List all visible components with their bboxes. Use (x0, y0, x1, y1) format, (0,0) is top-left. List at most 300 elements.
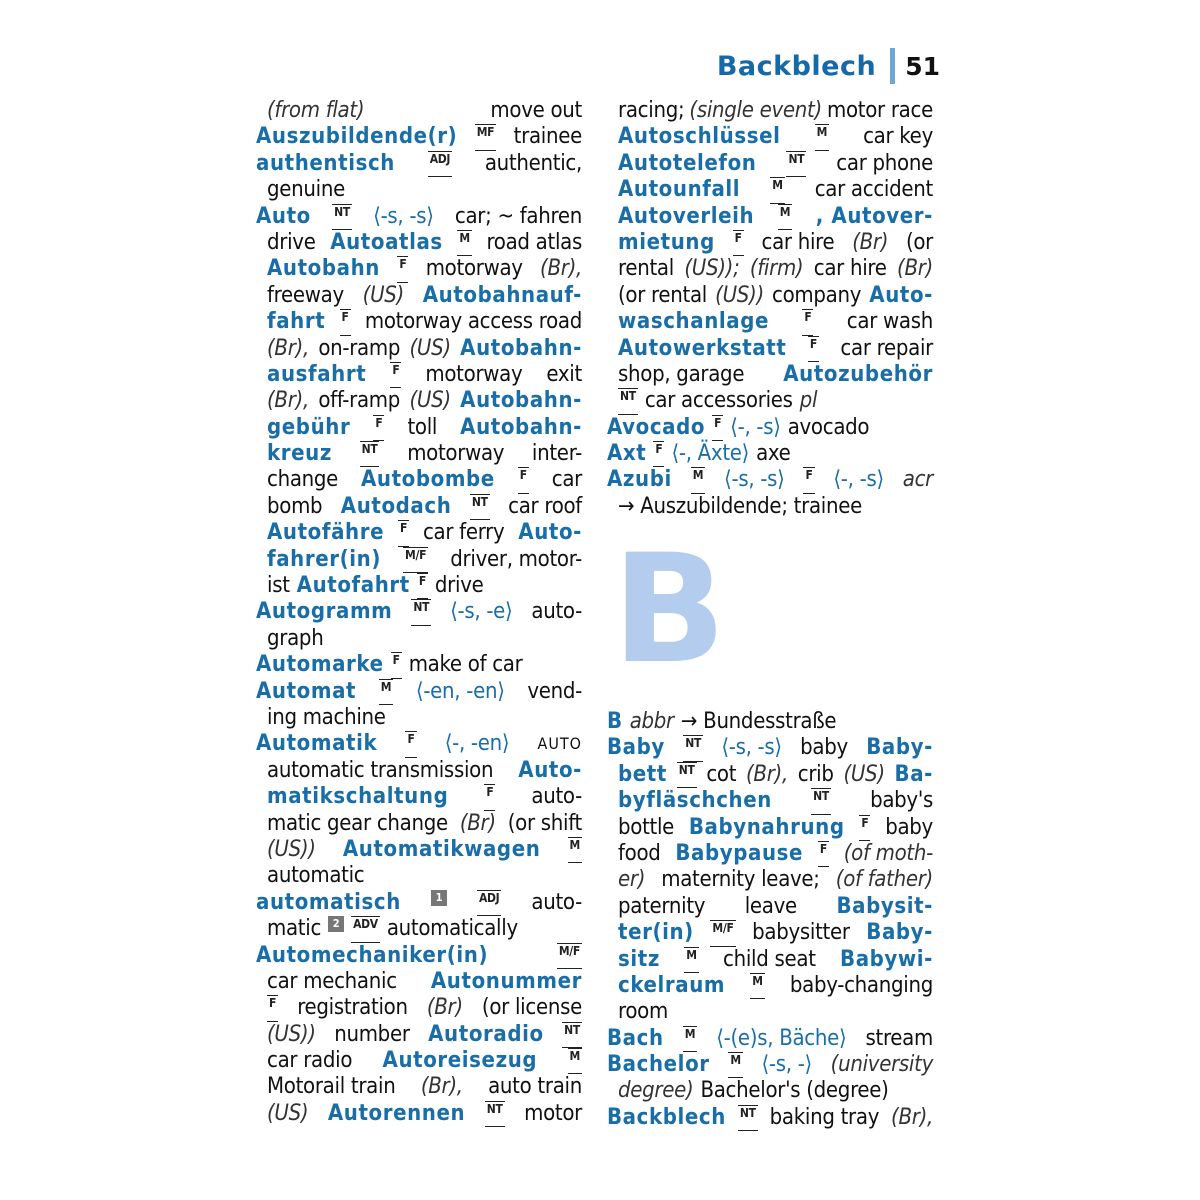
gender-tag: ADJ (477, 890, 501, 916)
gender-tag: M (568, 837, 582, 863)
translation-text: bottle (618, 814, 675, 840)
translation-text: shop, garage (618, 361, 745, 387)
entry-line (256, 494, 582, 520)
running-head: Backblech (716, 50, 877, 82)
entry-line (607, 788, 933, 814)
translation-text: motorway (425, 361, 523, 387)
italic-label: (US)) (267, 1021, 316, 1047)
headword: fahrer(in) (267, 546, 381, 572)
gender-tag: F (802, 309, 813, 335)
translation-text: (or rental (618, 282, 708, 308)
entry-line (256, 1074, 582, 1100)
translation-text: road atlas (486, 229, 582, 255)
grammar-info: ⟨-s, -s⟩ (724, 467, 785, 493)
gender-tag: NT (811, 788, 831, 814)
gender-tag: F (712, 415, 723, 441)
gender-tag: F (390, 362, 401, 388)
translation-text: matic gear change (267, 810, 448, 836)
entry-line (607, 441, 933, 467)
headword: matikschaltung (267, 784, 449, 810)
translation-text: freeway (267, 282, 344, 308)
entry-line (607, 1026, 933, 1052)
entry-line (607, 494, 933, 520)
headword: Autobahn- (460, 388, 582, 414)
gender-tag: MF (475, 124, 497, 150)
translation-text: car accident (814, 177, 933, 203)
translation-text: car key (863, 124, 933, 150)
gender-tag: NT (332, 204, 352, 230)
headword: Autogramm (256, 599, 393, 625)
gender-tag: F (484, 784, 495, 810)
translation-text: trainee (513, 124, 582, 150)
entry-line (256, 863, 582, 889)
entry-line (256, 943, 582, 969)
headword: B (607, 709, 623, 734)
entry-line (256, 547, 582, 573)
italic-label: (of moth- (843, 840, 933, 866)
translation-text: paternity (618, 893, 706, 919)
italic-label: acr (902, 467, 933, 493)
headword: Babynahrung (688, 814, 845, 840)
translation-text: bomb (267, 493, 323, 519)
headword: , Autover- (815, 203, 933, 229)
gender-tag: NT (360, 441, 380, 467)
gender-tag: NT (786, 151, 806, 177)
entry-line (256, 256, 582, 282)
entry-line (607, 415, 933, 441)
translation-text: number (334, 1021, 410, 1047)
headword: Autoradio (428, 1021, 544, 1047)
entry-line (256, 309, 582, 335)
entry-line (607, 920, 933, 946)
italic-label: (US)) (715, 282, 764, 308)
headword: fahrt (267, 309, 326, 335)
entry-line (256, 415, 582, 441)
entry-line (256, 705, 582, 731)
italic-label: pl (799, 388, 818, 414)
translation-text: (or (905, 229, 933, 255)
gender-tag: ADV (351, 916, 380, 942)
translation-text: motor race (826, 98, 933, 123)
italic-label: abbr (629, 709, 674, 734)
translation-text: driver, motor- (450, 546, 582, 572)
entry-line (607, 1078, 933, 1104)
entry-line (256, 467, 582, 493)
entry-line (256, 626, 582, 652)
grammar-info: ⟨-(e)s, Bäche⟩ (716, 1025, 847, 1051)
headword: Autobahn- (460, 335, 582, 361)
headword: kreuz (267, 441, 332, 467)
entry-line (607, 999, 933, 1025)
entry-line (256, 1101, 582, 1127)
entry-line (607, 973, 933, 999)
headword: Baby (607, 735, 665, 761)
headword: authentisch (256, 150, 395, 176)
translation-text: make of car (408, 652, 523, 678)
translation-text: baby-changing (789, 972, 933, 998)
translation-text: rental (618, 256, 674, 282)
gender-tag: M (684, 947, 698, 973)
headword: Autoatlas (330, 229, 443, 255)
entry-line (256, 811, 582, 837)
entry-line (607, 98, 933, 124)
translation-text: car radio (267, 1048, 353, 1074)
gender-tag: M (728, 1052, 742, 1078)
translation-text: car wash (846, 309, 933, 335)
translation-text: auto- (531, 784, 582, 810)
entry-line (607, 947, 933, 973)
translation-text: exit (546, 361, 582, 387)
entry-line (256, 837, 582, 863)
headword: gebühr (267, 414, 351, 440)
entry-line (256, 388, 582, 414)
headword: Automatikwagen (342, 836, 541, 862)
translation-text: car; ~ fahren (454, 203, 582, 229)
entry-line (256, 758, 582, 784)
italic-label: (US)); (684, 256, 740, 282)
headword: Autofähre (267, 520, 385, 546)
headword: Autozubehör (783, 361, 933, 387)
entry-line (607, 467, 933, 493)
headword: sitz (618, 946, 660, 972)
headword: Autotelefon (618, 150, 757, 176)
translation-text: ing machine (267, 704, 386, 730)
translation-text: baking tray (769, 1104, 880, 1130)
entry-line (607, 336, 933, 362)
gender-tag: F (733, 230, 744, 256)
headword: Autobahn- (460, 414, 582, 440)
translation-text: room (618, 999, 668, 1025)
translation-text: leave (744, 893, 797, 919)
headword: waschanlage (618, 309, 770, 335)
translation-text: child seat (723, 946, 816, 972)
grammar-info: ⟨-s, -e⟩ (450, 599, 513, 625)
headword: Auto- (518, 757, 582, 783)
translation-text: auto- (531, 889, 582, 915)
headword: Bachelor (607, 1052, 710, 1078)
translation-text: racing; (618, 98, 685, 123)
headword: ausfahrt (267, 361, 367, 387)
translation-text: off-ramp (318, 388, 401, 414)
gender-tag: F (373, 415, 384, 441)
translation-text: car repair (840, 335, 933, 361)
grammar-info: ⟨-, -s⟩ (730, 414, 781, 440)
headword: Babysit- (836, 893, 933, 919)
italic-label: er) (618, 867, 646, 893)
italic-label: (single event) (689, 98, 822, 123)
headword: Azubi (607, 467, 672, 493)
grammar-info: ⟨-, -s⟩ (833, 467, 884, 493)
gender-tag: F (397, 256, 408, 282)
right-column-top (607, 98, 933, 520)
entry-line (256, 520, 582, 546)
gender-tag: F (405, 731, 416, 757)
gender-tag: F (398, 520, 409, 546)
gender-tag: NT (618, 388, 638, 414)
headword: Auto (256, 203, 311, 229)
gender-tag: F (808, 336, 819, 362)
translation-text: ist (267, 573, 290, 599)
translation-text: authentic, (484, 150, 582, 176)
italic-label: (US) (267, 1100, 309, 1126)
grammar-info: ⟨-, -en⟩ (444, 731, 510, 757)
grammar-info: ⟨-, Äxte⟩ (671, 441, 750, 467)
translation-text: baby (800, 735, 848, 761)
section-letter: B (612, 523, 727, 697)
entry-line (256, 652, 582, 678)
gender-tag: M (683, 1026, 697, 1052)
entry-line (256, 995, 582, 1021)
italic-label: (US) (362, 282, 404, 308)
gender-tag: F (267, 995, 278, 1021)
entry-line (607, 388, 933, 414)
headword: Autofahrt (296, 573, 410, 599)
headword: Autobahnauf- (422, 282, 582, 308)
headword: Autonummer (430, 968, 582, 994)
translation-text: inter- (531, 441, 582, 467)
gender-tag: M (750, 973, 764, 999)
translation-text: auto- (531, 599, 582, 625)
gender-tag: NT (411, 599, 431, 625)
translation-text: car hire (761, 229, 835, 255)
translation-text: toll (407, 414, 438, 440)
italic-label: (Br), (746, 761, 788, 787)
translation-text: motor (524, 1100, 582, 1126)
gender-tag: M/F (403, 547, 428, 573)
headword: Ba- (894, 761, 933, 787)
entry-line (256, 969, 582, 995)
translation-text: automatic transmission (267, 757, 494, 783)
headword: Bach (607, 1025, 664, 1051)
headword: Autowerkstatt (618, 335, 787, 361)
translation-text: registration (297, 995, 408, 1021)
entry-line (607, 867, 933, 893)
entry-line (256, 362, 582, 388)
headword: Automatik (256, 731, 378, 757)
headword: Automechaniker(in) (256, 942, 489, 968)
translation-text: Bachelor's (degree) (700, 1078, 889, 1104)
entry-line (256, 731, 582, 757)
gender-tag: NT (470, 494, 490, 520)
headword: Autoreisezug (382, 1048, 538, 1074)
italic-label: degree) (618, 1078, 694, 1104)
translation-text: genuine (267, 177, 345, 203)
translation-text: drive (267, 229, 316, 255)
translation-text: axe (756, 441, 791, 467)
gender-tag: F (818, 841, 829, 867)
gender-tag: M (457, 230, 471, 256)
entry-line (256, 283, 582, 309)
translation-text: on-ramp (318, 335, 401, 361)
left-column (256, 98, 582, 1127)
translation-text: auto train (488, 1074, 582, 1100)
translation-text: car (551, 467, 582, 493)
grammar-info: ⟨-en, -en⟩ (415, 678, 505, 704)
translation-text: → Auszubildende; trainee (618, 493, 862, 519)
entry-line (256, 230, 582, 256)
gender-tag: M (778, 204, 792, 230)
entry-line (256, 784, 582, 810)
italic-label: (Br) (426, 995, 463, 1021)
translation-text: baby (885, 814, 933, 840)
headword: ter(in) (618, 920, 694, 946)
header-divider (890, 48, 895, 84)
entry-line (256, 336, 582, 362)
right-column-bottom (607, 709, 933, 1131)
headword: Auto- (518, 520, 582, 546)
translation-text: change (267, 467, 339, 493)
headword: Auszubildende(r) (256, 124, 458, 150)
translation-text: automatically (386, 916, 518, 942)
gender-tag: ADJ (428, 151, 452, 177)
grammar-info: ⟨-s, -⟩ (761, 1052, 812, 1078)
sense-number: 2 (328, 916, 344, 932)
entry-line (607, 362, 933, 388)
translation-text: vend- (527, 678, 582, 704)
entry-line (256, 177, 582, 203)
italic-label: (Br), (267, 388, 309, 414)
translation-text: car hire (813, 256, 887, 282)
translation-text: matic (267, 916, 322, 942)
translation-text: car accessories (644, 388, 793, 414)
translation-text: (or license (481, 995, 582, 1021)
entry-line (607, 283, 933, 309)
translation-text: graph (267, 625, 324, 651)
entry-line (256, 204, 582, 230)
gender-tag: F (518, 467, 529, 493)
translation-text: company (772, 282, 862, 308)
grammar-info: ⟨-s, -s⟩ (721, 735, 782, 761)
grammar-info: ⟨-s, -s⟩ (373, 203, 434, 229)
italic-label: (US)) (267, 836, 316, 862)
entry-line (607, 762, 933, 788)
entry-line (607, 256, 933, 282)
entry-line (607, 204, 933, 230)
translation-text: car phone (836, 150, 933, 176)
entry-line (607, 177, 933, 203)
gender-tag: F (859, 815, 870, 841)
translation-text: motorway access road (364, 309, 582, 335)
headword: Baby- (866, 920, 933, 946)
italic-label: (Br), (540, 256, 582, 282)
entry-line (607, 1052, 933, 1078)
entry-line (607, 230, 933, 256)
translation-text: motorway (425, 256, 523, 282)
entry-line (607, 124, 933, 150)
entry-line (607, 709, 933, 735)
entry-line (256, 679, 582, 705)
headword: automatisch (256, 889, 401, 915)
entry-line (256, 599, 582, 625)
gender-tag: M (568, 1048, 582, 1074)
gender-tag: F (803, 467, 814, 493)
entry-line (607, 735, 933, 761)
headword: Autobahn (267, 256, 380, 282)
headword: Auto- (869, 282, 933, 308)
page-number: 51 (905, 51, 940, 81)
headword: Backblech (607, 1104, 726, 1130)
entry-line (607, 894, 933, 920)
gender-tag: F (391, 652, 402, 678)
gender-tag: NT (677, 762, 697, 788)
entry-line (607, 841, 933, 867)
translation-text: (or shift (507, 810, 582, 836)
italic-label: (Br) (897, 256, 933, 282)
gender-tag: M (815, 124, 829, 150)
entry-line (256, 151, 582, 177)
gender-tag: NT (738, 1105, 758, 1131)
italic-label: (US) (409, 388, 451, 414)
translation-text: car roof (508, 493, 582, 519)
translation-text: drive (434, 573, 484, 599)
page-header (600, 46, 940, 86)
gender-tag: NT (562, 1022, 582, 1048)
translation-text: stream (865, 1025, 933, 1051)
headword: Babypause (675, 840, 804, 866)
entry-line (256, 441, 582, 467)
gender-tag: F (417, 573, 428, 599)
entry-line (256, 1048, 582, 1074)
entry-line (256, 124, 582, 150)
headword: Autodach (340, 493, 452, 519)
entry-line (256, 573, 582, 599)
headword: Autoverleih (618, 203, 755, 229)
italic-label: (Br), (891, 1104, 933, 1130)
translation-text: motorway (407, 441, 505, 467)
sense-number: 1 (431, 890, 447, 906)
gender-tag: M/F (710, 920, 735, 946)
headword: Baby- (866, 735, 933, 761)
gender-tag: NT (485, 1101, 505, 1127)
translation-text: food (618, 840, 661, 866)
italic-label: (US) (843, 761, 885, 787)
translation-text: cot (706, 761, 737, 787)
gender-tag: M (691, 467, 705, 493)
entry-line (256, 1022, 582, 1048)
domain-label: AUTO (537, 734, 582, 754)
entry-line (607, 309, 933, 335)
italic-label: (US) (409, 335, 451, 361)
italic-label: (Br), (420, 1074, 463, 1100)
entry-line (607, 1105, 933, 1131)
translation-text: baby's (870, 788, 933, 814)
italic-label: (of father) (835, 867, 933, 893)
gender-tag: M (770, 177, 784, 203)
italic-label: (firm) (749, 256, 804, 282)
headword: mietung (618, 229, 715, 255)
gender-tag: F (653, 441, 664, 467)
headword: ckelraum (618, 972, 726, 998)
gender-tag: F (340, 309, 351, 335)
translation-text: move out (490, 98, 582, 123)
translation-text: avocado (787, 414, 870, 440)
gender-tag: M (379, 679, 393, 705)
headword: Autounfall (618, 177, 741, 203)
italic-label: (Br), (267, 335, 309, 361)
headword: Avocado (607, 414, 706, 440)
headword: Babywi- (840, 946, 933, 972)
headword: Automat (256, 678, 357, 704)
translation-text: automatic (267, 863, 365, 889)
translation-text: car ferry (422, 520, 505, 546)
translation-text: crib (797, 761, 834, 787)
headword: Automarke (256, 652, 384, 678)
gender-tag: M/F (557, 943, 582, 969)
headword: Autoschlüssel (618, 124, 781, 150)
entry-line (256, 890, 582, 916)
translation-text: car mechanic (267, 968, 397, 994)
headword: byfläschchen (618, 788, 772, 814)
